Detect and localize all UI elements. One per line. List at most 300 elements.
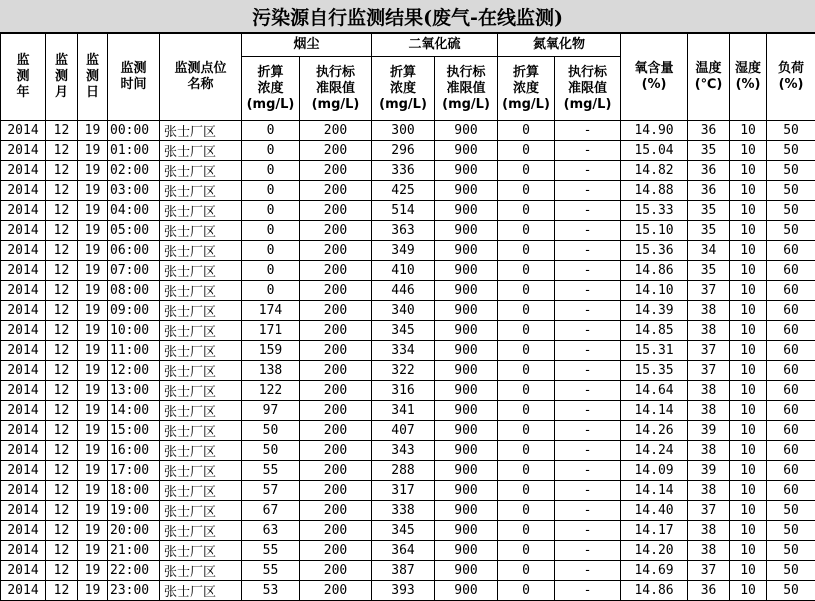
table-row xyxy=(1,521,815,541)
cell-temp: 35 xyxy=(688,201,730,221)
cell-humidity: 10 xyxy=(730,321,767,341)
cell-so2-limit: 900 xyxy=(435,321,498,341)
cell-site: 张士厂区 xyxy=(160,481,242,501)
cell-temp: 37 xyxy=(688,561,730,581)
cell-year: 2014 xyxy=(1,301,46,321)
table-header xyxy=(1,34,815,121)
cell-nox-conc: 0 xyxy=(498,381,555,401)
table-row xyxy=(1,121,815,141)
cell-so2-limit: 900 xyxy=(435,221,498,241)
cell-dust-conc: 0 xyxy=(242,141,300,161)
cell-month: 12 xyxy=(46,521,78,541)
table-body xyxy=(1,121,815,601)
cell-nox-conc: 0 xyxy=(498,441,555,461)
cell-temp: 38 xyxy=(688,441,730,461)
cell-nox-conc: 0 xyxy=(498,401,555,421)
cell-dust-limit: 200 xyxy=(300,481,372,501)
cell-dust-conc: 0 xyxy=(242,121,300,141)
cell-nox-limit: - xyxy=(555,121,621,141)
header-nox-limit: 执行标 准限值 (mg/L) xyxy=(555,57,621,121)
cell-load: 60 xyxy=(767,481,815,501)
cell-temp: 35 xyxy=(688,261,730,281)
cell-oxygen: 14.14 xyxy=(621,401,688,421)
cell-year: 2014 xyxy=(1,501,46,521)
cell-time: 07:00 xyxy=(108,261,160,281)
cell-month: 12 xyxy=(46,221,78,241)
cell-nox-limit: - xyxy=(555,201,621,221)
cell-temp: 38 xyxy=(688,401,730,421)
cell-load: 60 xyxy=(767,461,815,481)
cell-temp: 36 xyxy=(688,161,730,181)
cell-time: 16:00 xyxy=(108,441,160,461)
cell-nox-limit: - xyxy=(555,361,621,381)
header-year: 监 测 年 xyxy=(1,34,46,121)
cell-so2-conc: 514 xyxy=(372,201,435,221)
cell-dust-conc: 174 xyxy=(242,301,300,321)
cell-so2-limit: 900 xyxy=(435,261,498,281)
header-so2-limit: 执行标 准限值 (mg/L) xyxy=(435,57,498,121)
cell-load: 50 xyxy=(767,541,815,561)
cell-year: 2014 xyxy=(1,141,46,161)
table-row xyxy=(1,421,815,441)
cell-day: 19 xyxy=(78,441,108,461)
cell-so2-limit: 900 xyxy=(435,541,498,561)
table-row xyxy=(1,401,815,421)
cell-day: 19 xyxy=(78,301,108,321)
cell-oxygen: 15.04 xyxy=(621,141,688,161)
cell-nox-limit: - xyxy=(555,381,621,401)
cell-time: 03:00 xyxy=(108,181,160,201)
cell-day: 19 xyxy=(78,341,108,361)
cell-day: 19 xyxy=(78,561,108,581)
cell-dust-conc: 53 xyxy=(242,581,300,601)
cell-dust-conc: 55 xyxy=(242,561,300,581)
table-row xyxy=(1,201,815,221)
cell-so2-limit: 900 xyxy=(435,381,498,401)
cell-humidity: 10 xyxy=(730,421,767,441)
cell-temp: 37 xyxy=(688,361,730,381)
cell-temp: 38 xyxy=(688,381,730,401)
cell-nox-conc: 0 xyxy=(498,541,555,561)
cell-day: 19 xyxy=(78,201,108,221)
cell-oxygen: 14.85 xyxy=(621,321,688,341)
cell-load: 50 xyxy=(767,581,815,601)
cell-site: 张士厂区 xyxy=(160,161,242,181)
table-row xyxy=(1,241,815,261)
cell-nox-conc: 0 xyxy=(498,181,555,201)
cell-so2-limit: 900 xyxy=(435,561,498,581)
table-row xyxy=(1,321,815,341)
cell-oxygen: 14.40 xyxy=(621,501,688,521)
cell-dust-conc: 0 xyxy=(242,161,300,181)
cell-dust-limit: 200 xyxy=(300,261,372,281)
cell-so2-limit: 900 xyxy=(435,521,498,541)
header-dust-limit: 执行标 准限值 (mg/L) xyxy=(300,57,372,121)
cell-nox-limit: - xyxy=(555,561,621,581)
cell-nox-limit: - xyxy=(555,181,621,201)
cell-year: 2014 xyxy=(1,221,46,241)
cell-site: 张士厂区 xyxy=(160,201,242,221)
cell-dust-conc: 50 xyxy=(242,421,300,441)
cell-nox-conc: 0 xyxy=(498,261,555,281)
cell-temp: 38 xyxy=(688,321,730,341)
table-row xyxy=(1,441,815,461)
cell-so2-conc: 446 xyxy=(372,281,435,301)
cell-oxygen: 15.36 xyxy=(621,241,688,261)
cell-month: 12 xyxy=(46,321,78,341)
cell-dust-conc: 159 xyxy=(242,341,300,361)
header-site: 监测点位 名称 xyxy=(160,34,242,121)
cell-year: 2014 xyxy=(1,321,46,341)
cell-load: 50 xyxy=(767,521,815,541)
cell-dust-limit: 200 xyxy=(300,221,372,241)
cell-so2-limit: 900 xyxy=(435,361,498,381)
cell-nox-limit: - xyxy=(555,541,621,561)
cell-nox-limit: - xyxy=(555,481,621,501)
cell-nox-limit: - xyxy=(555,321,621,341)
cell-dust-conc: 57 xyxy=(242,481,300,501)
cell-so2-conc: 338 xyxy=(372,501,435,521)
cell-dust-limit: 200 xyxy=(300,381,372,401)
cell-so2-limit: 900 xyxy=(435,441,498,461)
cell-nox-limit: - xyxy=(555,441,621,461)
cell-dust-conc: 0 xyxy=(242,261,300,281)
cell-nox-limit: - xyxy=(555,521,621,541)
cell-humidity: 10 xyxy=(730,361,767,381)
cell-month: 12 xyxy=(46,481,78,501)
cell-so2-limit: 900 xyxy=(435,301,498,321)
cell-year: 2014 xyxy=(1,581,46,601)
cell-load: 50 xyxy=(767,161,815,181)
cell-load: 60 xyxy=(767,301,815,321)
cell-site: 张士厂区 xyxy=(160,561,242,581)
cell-load: 50 xyxy=(767,561,815,581)
cell-time: 02:00 xyxy=(108,161,160,181)
cell-month: 12 xyxy=(46,401,78,421)
header-group-dust: 烟尘 xyxy=(242,34,372,57)
cell-so2-limit: 900 xyxy=(435,461,498,481)
cell-month: 12 xyxy=(46,341,78,361)
cell-month: 12 xyxy=(46,241,78,261)
cell-year: 2014 xyxy=(1,121,46,141)
cell-site: 张士厂区 xyxy=(160,301,242,321)
cell-dust-conc: 138 xyxy=(242,361,300,381)
cell-month: 12 xyxy=(46,121,78,141)
cell-temp: 38 xyxy=(688,521,730,541)
cell-year: 2014 xyxy=(1,241,46,261)
cell-time: 18:00 xyxy=(108,481,160,501)
cell-year: 2014 xyxy=(1,261,46,281)
cell-time: 11:00 xyxy=(108,341,160,361)
cell-dust-limit: 200 xyxy=(300,341,372,361)
cell-so2-limit: 900 xyxy=(435,141,498,161)
cell-month: 12 xyxy=(46,421,78,441)
cell-month: 12 xyxy=(46,181,78,201)
cell-oxygen: 14.24 xyxy=(621,441,688,461)
table-row xyxy=(1,341,815,361)
cell-dust-limit: 200 xyxy=(300,321,372,341)
cell-time: 19:00 xyxy=(108,501,160,521)
cell-day: 19 xyxy=(78,581,108,601)
cell-load: 60 xyxy=(767,341,815,361)
cell-oxygen: 14.17 xyxy=(621,521,688,541)
cell-year: 2014 xyxy=(1,441,46,461)
cell-day: 19 xyxy=(78,521,108,541)
cell-load: 50 xyxy=(767,181,815,201)
cell-dust-limit: 200 xyxy=(300,241,372,261)
cell-so2-conc: 288 xyxy=(372,461,435,481)
cell-so2-conc: 316 xyxy=(372,381,435,401)
cell-site: 张士厂区 xyxy=(160,501,242,521)
cell-site: 张士厂区 xyxy=(160,141,242,161)
cell-nox-conc: 0 xyxy=(498,561,555,581)
cell-nox-conc: 0 xyxy=(498,321,555,341)
cell-load: 60 xyxy=(767,361,815,381)
cell-so2-limit: 900 xyxy=(435,341,498,361)
cell-site: 张士厂区 xyxy=(160,121,242,141)
cell-site: 张士厂区 xyxy=(160,361,242,381)
cell-year: 2014 xyxy=(1,401,46,421)
cell-oxygen: 14.10 xyxy=(621,281,688,301)
cell-dust-limit: 200 xyxy=(300,121,372,141)
cell-load: 60 xyxy=(767,321,815,341)
cell-temp: 38 xyxy=(688,541,730,561)
cell-temp: 36 xyxy=(688,181,730,201)
cell-nox-conc: 0 xyxy=(498,521,555,541)
header-nox-conc: 折算 浓度 (mg/L) xyxy=(498,57,555,121)
cell-humidity: 10 xyxy=(730,581,767,601)
cell-nox-conc: 0 xyxy=(498,221,555,241)
cell-so2-conc: 317 xyxy=(372,481,435,501)
cell-oxygen: 14.88 xyxy=(621,181,688,201)
cell-load: 50 xyxy=(767,221,815,241)
cell-oxygen: 14.82 xyxy=(621,161,688,181)
cell-humidity: 10 xyxy=(730,141,767,161)
cell-so2-conc: 407 xyxy=(372,421,435,441)
cell-site: 张士厂区 xyxy=(160,581,242,601)
cell-month: 12 xyxy=(46,501,78,521)
header-group-so2: 二氧化硫 xyxy=(372,34,498,57)
header-month: 监 测 月 xyxy=(46,34,78,121)
cell-month: 12 xyxy=(46,301,78,321)
cell-oxygen: 14.90 xyxy=(621,121,688,141)
cell-load: 60 xyxy=(767,241,815,261)
cell-dust-conc: 50 xyxy=(242,441,300,461)
cell-time: 08:00 xyxy=(108,281,160,301)
cell-so2-limit: 900 xyxy=(435,581,498,601)
header-so2-conc: 折算 浓度 (mg/L) xyxy=(372,57,435,121)
cell-so2-limit: 900 xyxy=(435,421,498,441)
cell-year: 2014 xyxy=(1,201,46,221)
cell-so2-limit: 900 xyxy=(435,161,498,181)
cell-dust-limit: 200 xyxy=(300,181,372,201)
cell-nox-limit: - xyxy=(555,161,621,181)
cell-temp: 36 xyxy=(688,121,730,141)
cell-day: 19 xyxy=(78,121,108,141)
cell-nox-conc: 0 xyxy=(498,301,555,321)
cell-load: 60 xyxy=(767,381,815,401)
report-title-text: 污染源自行监测结果(废气-在线监测) xyxy=(252,6,563,29)
cell-day: 19 xyxy=(78,381,108,401)
cell-humidity: 10 xyxy=(730,441,767,461)
cell-day: 19 xyxy=(78,141,108,161)
cell-time: 04:00 xyxy=(108,201,160,221)
cell-dust-conc: 0 xyxy=(242,201,300,221)
cell-year: 2014 xyxy=(1,161,46,181)
cell-humidity: 10 xyxy=(730,461,767,481)
cell-so2-limit: 900 xyxy=(435,121,498,141)
cell-site: 张士厂区 xyxy=(160,461,242,481)
cell-load: 50 xyxy=(767,501,815,521)
cell-oxygen: 14.69 xyxy=(621,561,688,581)
cell-year: 2014 xyxy=(1,561,46,581)
cell-month: 12 xyxy=(46,281,78,301)
table-row xyxy=(1,141,815,161)
cell-humidity: 10 xyxy=(730,541,767,561)
cell-year: 2014 xyxy=(1,381,46,401)
cell-site: 张士厂区 xyxy=(160,441,242,461)
cell-temp: 39 xyxy=(688,461,730,481)
cell-nox-conc: 0 xyxy=(498,201,555,221)
cell-dust-limit: 200 xyxy=(300,161,372,181)
cell-time: 15:00 xyxy=(108,421,160,441)
cell-month: 12 xyxy=(46,541,78,561)
cell-so2-limit: 900 xyxy=(435,501,498,521)
cell-day: 19 xyxy=(78,281,108,301)
cell-month: 12 xyxy=(46,381,78,401)
cell-temp: 38 xyxy=(688,481,730,501)
cell-humidity: 10 xyxy=(730,161,767,181)
cell-so2-limit: 900 xyxy=(435,181,498,201)
cell-humidity: 10 xyxy=(730,401,767,421)
cell-load: 50 xyxy=(767,121,815,141)
cell-site: 张士厂区 xyxy=(160,221,242,241)
cell-day: 19 xyxy=(78,181,108,201)
table-row xyxy=(1,261,815,281)
table-row xyxy=(1,581,815,601)
cell-load: 60 xyxy=(767,441,815,461)
header-load: 负荷 (%) xyxy=(767,34,815,121)
cell-humidity: 10 xyxy=(730,561,767,581)
cell-dust-limit: 200 xyxy=(300,541,372,561)
cell-year: 2014 xyxy=(1,281,46,301)
cell-so2-limit: 900 xyxy=(435,281,498,301)
cell-site: 张士厂区 xyxy=(160,321,242,341)
header-oxygen: 氧含量 (%) xyxy=(621,34,688,121)
cell-load: 50 xyxy=(767,201,815,221)
monitoring-table xyxy=(0,33,815,601)
cell-so2-conc: 410 xyxy=(372,261,435,281)
cell-so2-conc: 393 xyxy=(372,581,435,601)
cell-nox-limit: - xyxy=(555,281,621,301)
cell-time: 05:00 xyxy=(108,221,160,241)
cell-oxygen: 14.39 xyxy=(621,301,688,321)
cell-dust-limit: 200 xyxy=(300,561,372,581)
header-time: 监测 时间 xyxy=(108,34,160,121)
cell-day: 19 xyxy=(78,361,108,381)
cell-day: 19 xyxy=(78,401,108,421)
cell-dust-limit: 200 xyxy=(300,501,372,521)
cell-humidity: 10 xyxy=(730,261,767,281)
cell-dust-conc: 55 xyxy=(242,461,300,481)
cell-site: 张士厂区 xyxy=(160,341,242,361)
cell-humidity: 10 xyxy=(730,521,767,541)
cell-time: 12:00 xyxy=(108,361,160,381)
cell-so2-conc: 334 xyxy=(372,341,435,361)
cell-nox-limit: - xyxy=(555,401,621,421)
report-title xyxy=(0,0,815,33)
cell-site: 张士厂区 xyxy=(160,521,242,541)
cell-nox-conc: 0 xyxy=(498,461,555,481)
cell-humidity: 10 xyxy=(730,281,767,301)
cell-temp: 35 xyxy=(688,141,730,161)
cell-oxygen: 14.20 xyxy=(621,541,688,561)
cell-load: 60 xyxy=(767,401,815,421)
cell-nox-limit: - xyxy=(555,421,621,441)
cell-nox-limit: - xyxy=(555,341,621,361)
cell-oxygen: 15.31 xyxy=(621,341,688,361)
table-row xyxy=(1,181,815,201)
cell-oxygen: 14.86 xyxy=(621,581,688,601)
cell-month: 12 xyxy=(46,581,78,601)
cell-dust-conc: 122 xyxy=(242,381,300,401)
cell-site: 张士厂区 xyxy=(160,261,242,281)
table-row xyxy=(1,361,815,381)
cell-so2-limit: 900 xyxy=(435,201,498,221)
cell-year: 2014 xyxy=(1,341,46,361)
cell-so2-conc: 425 xyxy=(372,181,435,201)
cell-day: 19 xyxy=(78,481,108,501)
table-row xyxy=(1,281,815,301)
cell-time: 17:00 xyxy=(108,461,160,481)
header-temp: 温度 (℃) xyxy=(688,34,730,121)
cell-nox-limit: - xyxy=(555,261,621,281)
cell-time: 23:00 xyxy=(108,581,160,601)
table-row xyxy=(1,381,815,401)
cell-dust-conc: 67 xyxy=(242,501,300,521)
cell-temp: 37 xyxy=(688,341,730,361)
cell-nox-conc: 0 xyxy=(498,281,555,301)
cell-so2-conc: 336 xyxy=(372,161,435,181)
cell-temp: 37 xyxy=(688,501,730,521)
cell-day: 19 xyxy=(78,541,108,561)
header-humidity: 湿度 (%) xyxy=(730,34,767,121)
cell-dust-limit: 200 xyxy=(300,461,372,481)
cell-so2-limit: 900 xyxy=(435,401,498,421)
cell-nox-conc: 0 xyxy=(498,481,555,501)
cell-humidity: 10 xyxy=(730,481,767,501)
table-row xyxy=(1,501,815,521)
cell-year: 2014 xyxy=(1,541,46,561)
cell-day: 19 xyxy=(78,501,108,521)
cell-site: 张士厂区 xyxy=(160,401,242,421)
cell-so2-conc: 300 xyxy=(372,121,435,141)
cell-dust-conc: 97 xyxy=(242,401,300,421)
cell-dust-limit: 200 xyxy=(300,141,372,161)
cell-nox-conc: 0 xyxy=(498,161,555,181)
cell-nox-conc: 0 xyxy=(498,121,555,141)
cell-time: 10:00 xyxy=(108,321,160,341)
cell-temp: 37 xyxy=(688,281,730,301)
cell-year: 2014 xyxy=(1,481,46,501)
cell-oxygen: 15.33 xyxy=(621,201,688,221)
cell-oxygen: 14.09 xyxy=(621,461,688,481)
cell-so2-conc: 349 xyxy=(372,241,435,261)
cell-dust-limit: 200 xyxy=(300,361,372,381)
cell-dust-conc: 63 xyxy=(242,521,300,541)
cell-month: 12 xyxy=(46,201,78,221)
cell-so2-conc: 341 xyxy=(372,401,435,421)
